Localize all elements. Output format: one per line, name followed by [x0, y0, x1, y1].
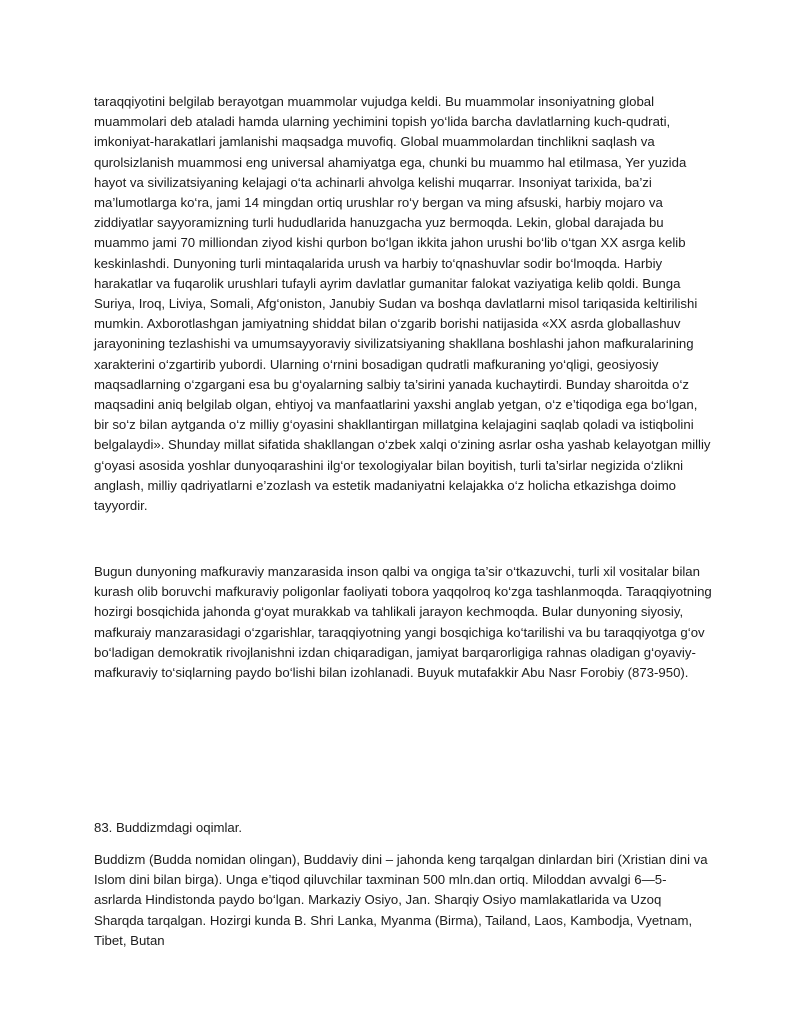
paragraph-buddhism: Buddizm (Budda nomidan olingan), Buddaviy dini – jahonda keng tarqalgan dinlardan biri (Xristian dini va Islom dini bilan birga). Unga e’tiqod qiluvchilar taxminan 500 mln.dan ortiq. Miloddan avvalgi 6—5-asrlarda Hindistonda paydo bo‘lgan. Markaziy Osiyo, Jan. Sharqiy Osiyo mamlakatlarida va Uzoq Sharqda tarqalgan. Hozirgi kunda B. Shri Lanka, Myanma (Birma), Tailand, Laos, Kambodja, Vyetnam, Tibet, Butan — [94, 852, 708, 948]
section-heading: 83. Buddizmdagi oqimlar. — [94, 820, 243, 835]
paragraph-global-problems: taraqqiyotini belgilab berayotgan muammolar vujudga keldi. Bu muammolar insoniyatning global muammolari deb ataladi hamda ularning yechimini topish yo‘lida barcha davlatlarning kuch-qudrati, imkoniyat-harakatlari jamlanishi maqsadga muvofiq. Global muammolardan tinchlikni saqlash va qurolsizlanish muammosi eng universal ahamiyatga ega, chunki bu muammo hal etilmasa, Yer yuzida hayot va sivilizatsiyaning kelajagi o‘ta achinarli ahvolga kelishi muqarrar. Insoniyat tarixida, ba’zi ma’lumotlarga ko‘ra, jami 14 mingdan ortiq urushlar ro‘y bergan va ming afsuski, harbiy mojaro va ziddiyatlar sayyoramizning turli hududlarida hanuzgacha yuz bermoqda. Lekin, global darajada bu muammo jami 70 milliondan ziyod kishi qurbon bo‘lgan ikkita jahon urushi bo‘lib o‘tgan XX asrga kelib keskinlashdi. Dunyoning turli mintaqalarida urush va harbiy to‘qnashuvlar sodir bo‘lmoqda. Harbiy harakatlar va fuqarolik urushlari tufayli ayrim davlatlar gumanitar falokat vaziyatiga kelib qoldi. Bunga Suriya, Iroq, Liviya, Somali, Afg‘oniston, Janubiy Sudan va boshqa davlatlarni misol tariqasida keltirilishi mumkin. Axborotlashgan jamiyatning shiddat bilan o‘zgarib borishi natijasida «XX asrda globallashuv jarayonining tezlashishi va umumsayyoraviy sivilizatsiyaning shakllana boshlashi jahon mafkuralarining xarakterini o‘zgartirib yubordi. Ularning o‘rnini bosadigan qudratli mafkuraning yo‘qligi, geosiyosiy maqsadlarning o‘zgargani esa bu g‘oyalarning salbiy ta’sirini yanada kuchaytirdi. Bunday sharoitda o‘z maqsadini aniq belgilab olgan, ehtiyoj va manfaatlarini yaxshi anglab yetgan, o‘z e’tiqodiga ega bo‘lgan, bir so‘z bilan aytganda o‘z milliy g‘oyasini shakllantirgan millatgina kelajagini saqlab qoladi va istiqbolini belgalaydi». Shunday millat sifatida shakllangan o‘zbek xalqi o‘zining asrlar osha yashab kelayotgan milliy g‘oyasi asosida yoshlar dunyoqarashini ilg‘or texologiyalar bilan boyitish, turli ta’sirlar negizida o‘zlikni anglash, milliy qadriyatlarni e’zozlash va estetik madaniyatni kelajakka o‘z holicha etkazishga doimo tayyordir. — [94, 94, 711, 514]
paragraph-ideological-landscape: Bugun dunyoning mafkuraviy manzarasida inson qalbi va ongiga ta’sir o‘tkazuvchi, turli xil vositalar bilan kurash olib boruvchi mafkuraviy poligonlar faoliyati tobora yaqqolroq ko‘zga tashlanmoqda. Taraqqiyotning hozirgi bosqichida jahonda g‘oyat murakkab va tahlikali jarayon kechmoqda. Bular dunyoning siyosiy, mafkuraiy manzarasidagi o‘zgarishlar, taraqqiyotning yangi bosqichiga ko‘tarilishi va bu taraqqiyotga g‘ov bo‘ladigan demokratik rivojlanishni izdan chiqaradigan, jamiyat barqarorligiga rahnas oladigan g‘oyaviy-mafkuraviy to‘siqlarning paydo bo‘lishi bilan izohlanadi. Buyuk mutafakkir Abu Nasr Forobiy (873-950). — [94, 564, 712, 681]
